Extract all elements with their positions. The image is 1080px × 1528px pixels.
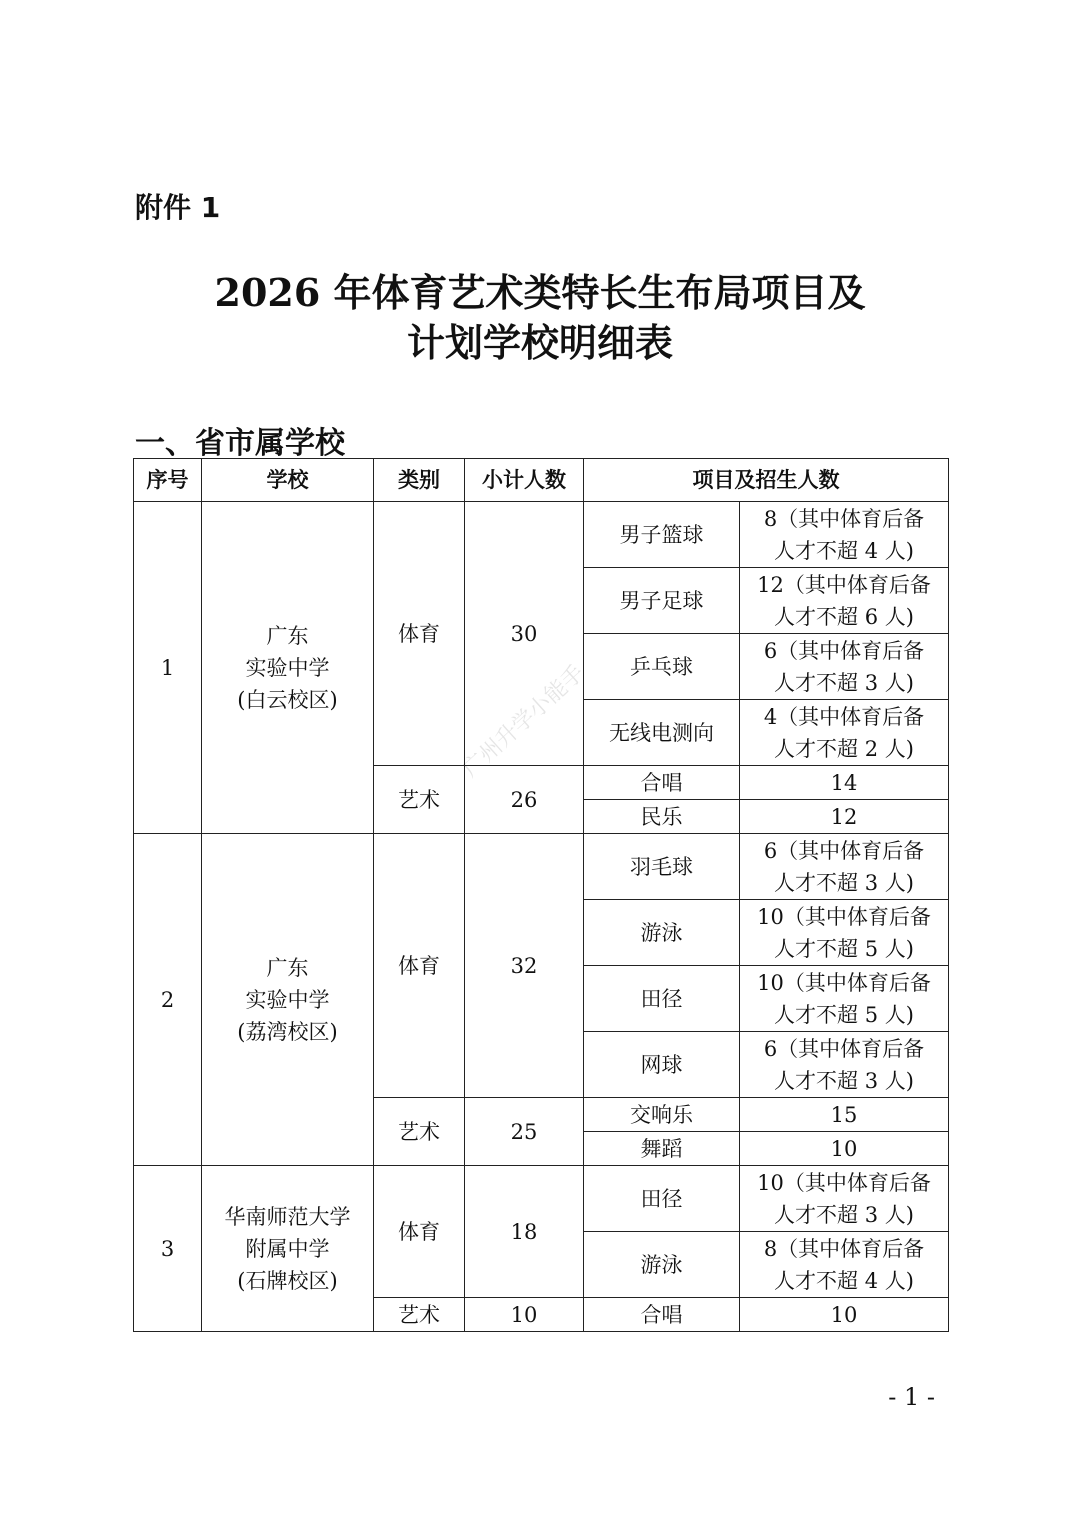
item-count-line: 人才不超 3 人) bbox=[774, 1068, 914, 1093]
school-name-line: 华南师范大学 bbox=[224, 1204, 351, 1229]
item-count-line: 人才不超 3 人) bbox=[774, 870, 914, 895]
item-name: 游泳 bbox=[584, 900, 740, 966]
item-count-line: 10（其中体育后备 bbox=[757, 904, 931, 929]
item-name: 男子足球 bbox=[584, 568, 740, 634]
document-title-line2: 计划学校明细表 bbox=[406, 320, 673, 365]
header-school: 学校 bbox=[202, 459, 374, 502]
header-subtotal: 小计人数 bbox=[465, 459, 584, 502]
item-count-line: 人才不超 4 人) bbox=[774, 538, 914, 563]
school-name-line: (石牌校区) bbox=[237, 1268, 338, 1293]
school-name bbox=[202, 1166, 374, 1332]
subtotal-cell: 25 bbox=[465, 1098, 584, 1166]
recruitment-plan-table bbox=[133, 458, 949, 1332]
item-name: 羽毛球 bbox=[584, 834, 740, 900]
item-count bbox=[740, 634, 949, 700]
document-title-line1: 2026 年体育艺术类特长生布局项目及 bbox=[214, 270, 866, 315]
item-count-line: 人才不超 2 人) bbox=[774, 736, 914, 761]
category-cell: 体育 bbox=[374, 1166, 465, 1298]
item-count bbox=[740, 834, 949, 900]
subtotal-cell: 10 bbox=[465, 1298, 584, 1332]
item-name: 田径 bbox=[584, 966, 740, 1032]
school-name-line: 实验中学 bbox=[245, 987, 330, 1012]
item-name: 合唱 bbox=[584, 766, 740, 800]
item-count-line: 8（其中体育后备 bbox=[763, 1236, 925, 1261]
item-count-line: 人才不超 6 人) bbox=[774, 604, 914, 629]
item-name: 民乐 bbox=[584, 800, 740, 834]
school-name-line: 广东 bbox=[266, 955, 309, 980]
item-count-line: 10（其中体育后备 bbox=[757, 970, 931, 995]
item-name: 男子篮球 bbox=[584, 502, 740, 568]
school-no: 1 bbox=[134, 502, 202, 834]
item-name: 舞蹈 bbox=[584, 1132, 740, 1166]
subtotal-cell: 32 bbox=[465, 834, 584, 1098]
item-count: 15 bbox=[740, 1098, 949, 1132]
item-count-line: 8（其中体育后备 bbox=[763, 506, 925, 531]
item-name: 乒乓球 bbox=[584, 634, 740, 700]
item-count: 10 bbox=[740, 1298, 949, 1332]
header-items: 项目及招生人数 bbox=[584, 459, 949, 502]
table-row bbox=[134, 834, 949, 900]
header-no: 序号 bbox=[134, 459, 202, 502]
school-no: 2 bbox=[134, 834, 202, 1166]
item-count-line: 6（其中体育后备 bbox=[763, 1036, 925, 1061]
item-count bbox=[740, 568, 949, 634]
item-count bbox=[740, 1232, 949, 1298]
school-name-line: 附属中学 bbox=[245, 1236, 330, 1261]
school-name bbox=[202, 834, 374, 1166]
school-name-line: (荔湾校区) bbox=[237, 1019, 338, 1044]
category-cell: 体育 bbox=[374, 834, 465, 1098]
item-count-line: 4（其中体育后备 bbox=[763, 704, 925, 729]
item-count-line: 人才不超 4 人) bbox=[774, 1268, 914, 1293]
item-count bbox=[740, 900, 949, 966]
watermark: 广州升学小能手 bbox=[458, 660, 590, 783]
item-count: 10 bbox=[740, 1132, 949, 1166]
table-row bbox=[134, 1166, 949, 1232]
item-count: 14 bbox=[740, 766, 949, 800]
school-name-line: 实验中学 bbox=[245, 655, 330, 680]
item-name: 无线电测向 bbox=[584, 700, 740, 766]
item-count bbox=[740, 1166, 949, 1232]
item-count-line: 人才不超 3 人) bbox=[774, 1202, 914, 1227]
subtotal-cell: 30 bbox=[465, 502, 584, 766]
document-title bbox=[0, 268, 1080, 368]
item-count-line: 6（其中体育后备 bbox=[763, 638, 925, 663]
item-name: 交响乐 bbox=[584, 1098, 740, 1132]
category-cell: 体育 bbox=[374, 502, 465, 766]
school-name bbox=[202, 502, 374, 834]
item-name: 合唱 bbox=[584, 1298, 740, 1332]
item-name: 田径 bbox=[584, 1166, 740, 1232]
table-header-row bbox=[134, 459, 949, 502]
item-name: 游泳 bbox=[584, 1232, 740, 1298]
attachment-label: 附件 1 bbox=[135, 191, 221, 224]
item-count-line: 6（其中体育后备 bbox=[763, 838, 925, 863]
item-count-line: 12（其中体育后备 bbox=[757, 572, 931, 597]
header-category: 类别 bbox=[374, 459, 465, 502]
subtotal-cell: 18 bbox=[465, 1166, 584, 1298]
item-count-line: 人才不超 3 人) bbox=[774, 670, 914, 695]
item-count-line: 人才不超 5 人) bbox=[774, 1002, 914, 1027]
category-cell: 艺术 bbox=[374, 766, 465, 834]
school-name-line: 广东 bbox=[266, 623, 309, 648]
school-name-line: (白云校区) bbox=[237, 687, 338, 712]
category-cell: 艺术 bbox=[374, 1098, 465, 1166]
item-name: 网球 bbox=[584, 1032, 740, 1098]
item-count: 12 bbox=[740, 800, 949, 834]
item-count bbox=[740, 700, 949, 766]
item-count bbox=[740, 1032, 949, 1098]
item-count-line: 人才不超 5 人) bbox=[774, 936, 914, 961]
school-no: 3 bbox=[134, 1166, 202, 1332]
subtotal-cell: 26 bbox=[465, 766, 584, 834]
section-heading: 一、省市属学校 bbox=[135, 426, 345, 461]
page-number: - 1 - bbox=[888, 1383, 935, 1411]
item-count-line: 10（其中体育后备 bbox=[757, 1170, 931, 1195]
table-row bbox=[134, 502, 949, 568]
category-cell: 艺术 bbox=[374, 1298, 465, 1332]
item-count bbox=[740, 966, 949, 1032]
item-count bbox=[740, 502, 949, 568]
